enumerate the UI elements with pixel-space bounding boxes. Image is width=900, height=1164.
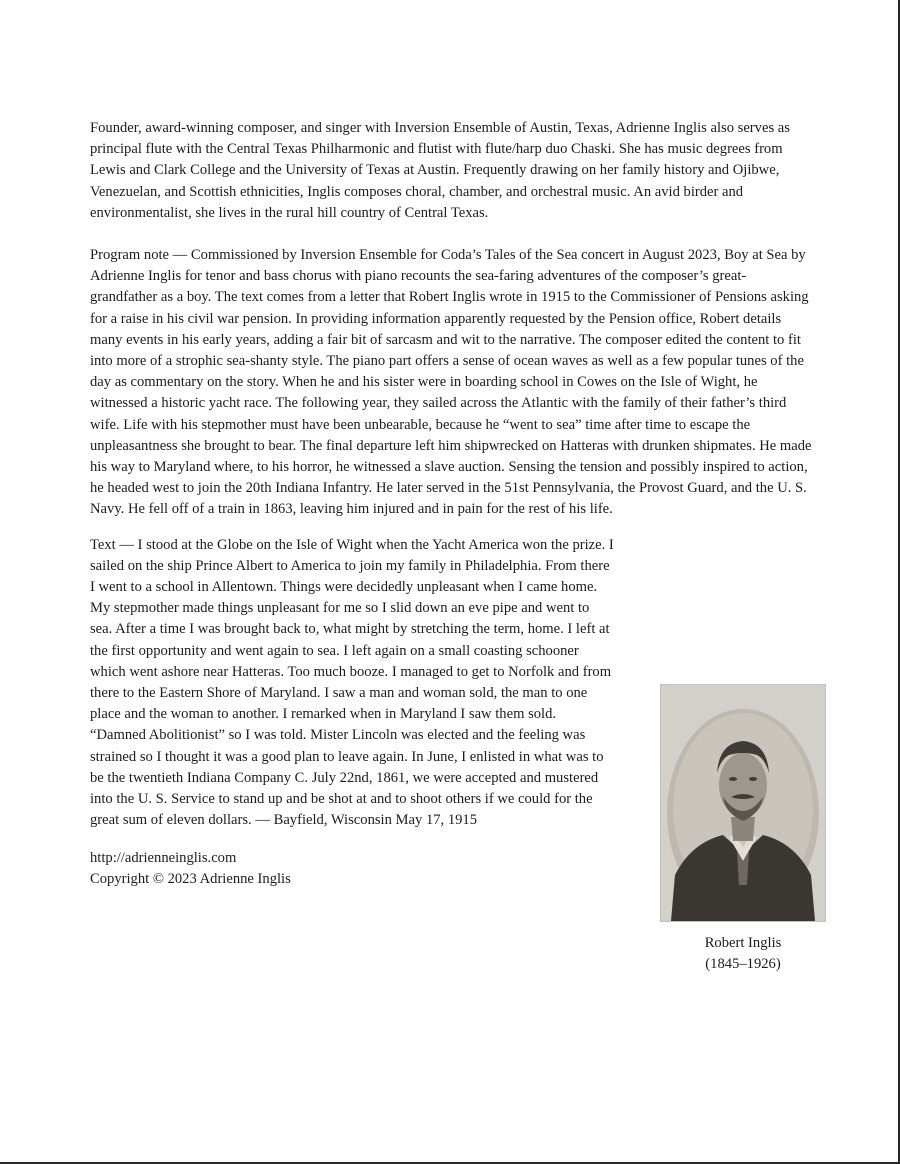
program-note: Program note — Commissioned by Inversion Ensemble for Coda’s Tales of the Sea concert in August 2023, Boy at Sea by Adrienne Inglis for tenor and bass chorus with piano recounts the sea-faring adventures of the composer’s great-grandfather as a boy. The text comes from a letter that Robert Inglis wrote in 1915 to the Commissioner of Pensions asking for a raise in his civil war pension. In providing information apparently requested by the Pension office, Robert details many events in his early years, adding a fair bit of sarcasm and wit to the narrative. The composer edited the content to fit into more of a strophic sea-shanty style. The piano part offers a sense of ocean waves as well as a few popular tunes of the day as commentary on the story. When he and his sister were in boarding school in Cowes on the Isle of Wight, he witnessed a historic yacht race. The following year, they sailed across the Atlantic with the family of their father’s third wife. Life with his stepmother must have been unbearable, because he “went to sea” time after time to escape the unpleasantness she brought to bear. The final departure left him shipwrecked on Hatteras with drunken shipmates. He made his way to Maryland where, to his horror, he witnessed a slave auction. Sensing the tension and possibly inspired to action, he headed west to join the 20th Indiana Infantry. He later served in the 51st Pennsylvania, the Provost Guard, and the U. S. Navy. He fell off of a train in 1863, leaving him injured and in pain for the rest of his life. bbox=[90, 247, 812, 518]
portrait-figure bbox=[660, 684, 826, 975]
copyright-line: Copyright © 2023 Adrienne Inglis bbox=[90, 870, 291, 887]
portrait-caption bbox=[660, 933, 826, 975]
composer-bio: Founder, award-winning composer, and singer with Inversion Ensemble of Austin, Texas, Adrienne Inglis also serves as principal flute with the Central Texas Philharmonic and flutist with flute/harp duo Chaski. She has music degrees from Lewis and Clark College and the University of Texas at Austin. Frequently drawing on her family history and Ojibwe, Venezuelan, and Scottish ethnicities, Inglis composes choral, chamber, and orchestral music. An avid birder and environmentalist, she lives in the rural hill country of Central Texas. bbox=[90, 120, 790, 221]
website-link[interactable]: http://adrienneinglis.com bbox=[90, 849, 237, 866]
caption-years: (1845–1926) bbox=[705, 956, 781, 972]
caption-name: Robert Inglis bbox=[704, 935, 782, 951]
portrait-photo bbox=[660, 684, 826, 922]
song-text: Text — I stood at the Globe on the Isle of Wight when the Yacht America won the prize. I sailed on the ship Prince Albert to America to join my family in Philadelphia. From there I went to a school in Allentown. Things were decidedly unpleasant when I came home. My stepmother made things unpleasant for me so I slid down an eve pipe and went to sea. After a time I was brought back to, what might by stretching the term, home. I left at the first opportunity and went again to sea. I left again on a small coasting schooner which went ashore near Hatteras. Too much booze. I managed to get to Norfolk and from there to the Eastern Shore of Maryland. I saw a man and woman sold, the man to one place and the woman to another. I remarked when in Maryland I saw them sold. “Damned Abolitionist” so I was told. Mister Lincoln was elected and the feeling was strained so I thought it was a good plan to leave again. In June, I enlisted in what was to be the twentieth Indiana Company C. July 22nd, 1861, we were accepted and mustered into the U. S. Service to stand up and be shot at and to shoot others if we could for the great sum of eleven dollars. — Bayfield, Wisconsin May 17, 1915 bbox=[90, 536, 614, 829]
portrait-image bbox=[661, 685, 825, 921]
